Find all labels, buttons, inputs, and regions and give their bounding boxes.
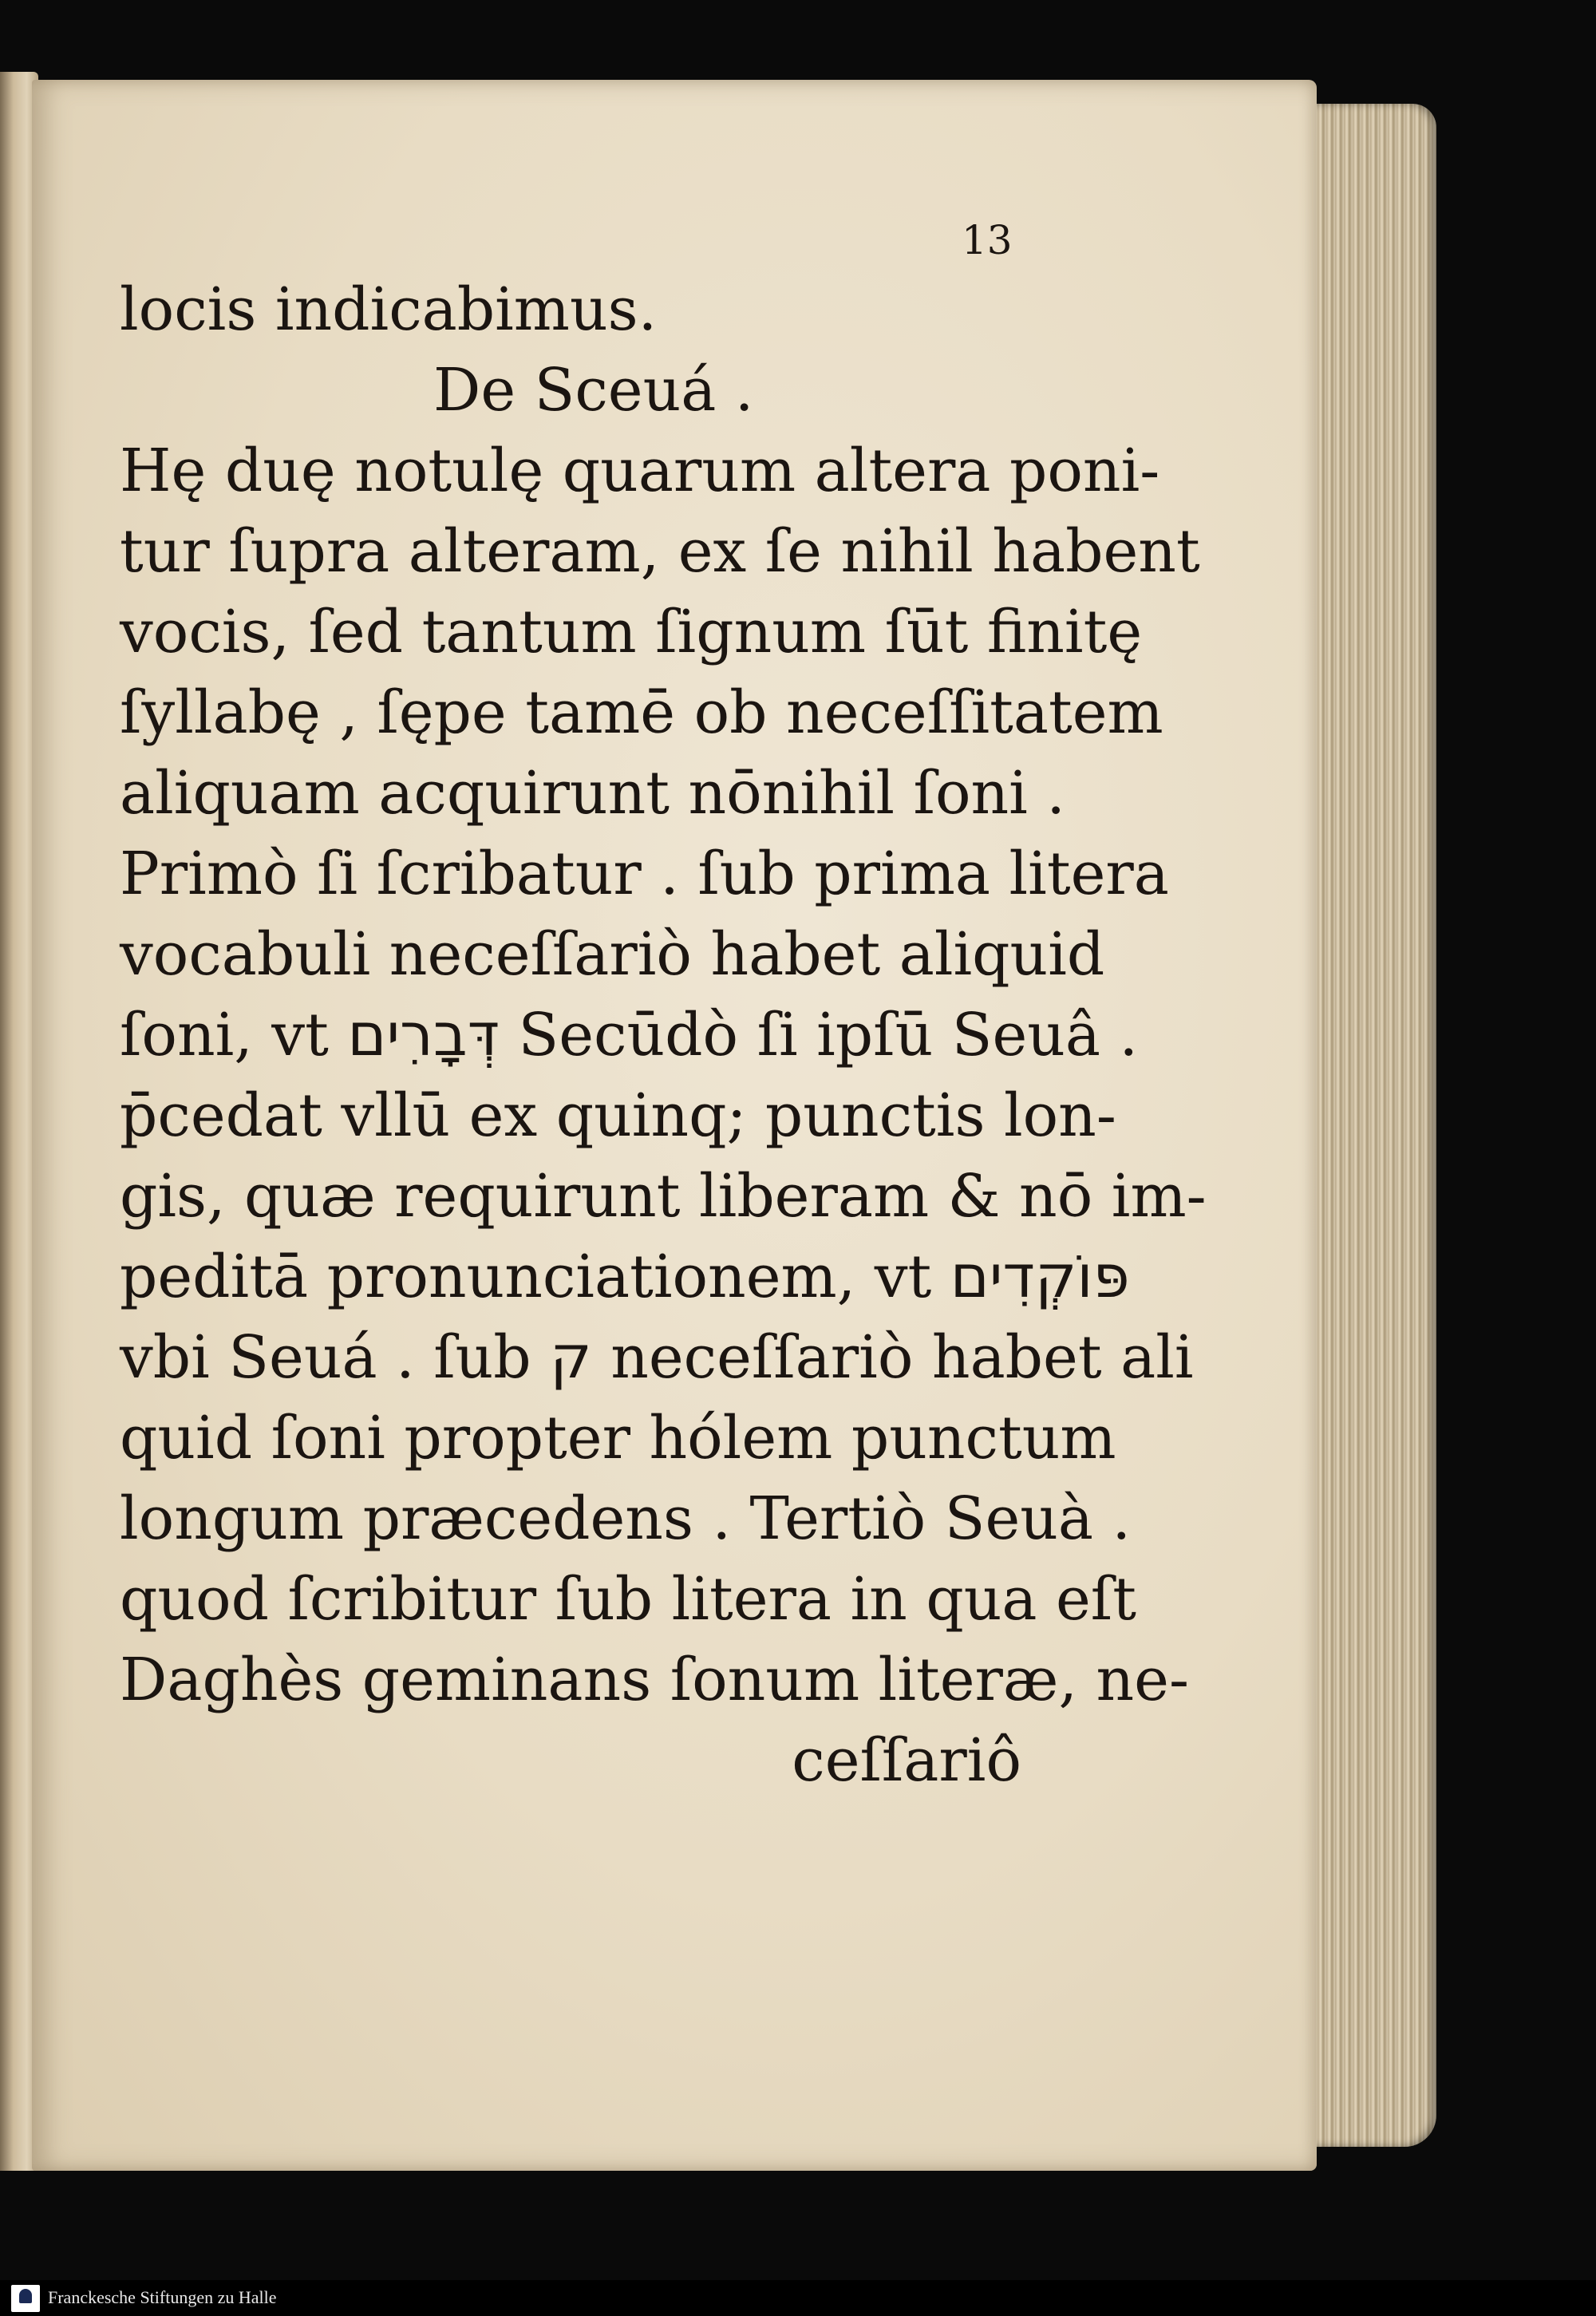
text-line-16: longum præcedens . Tertiò Seuà . xyxy=(120,1484,1132,1553)
text-line-1: locis indicabimus. xyxy=(120,275,658,344)
text-line-8: Primò ſi ſcribatur . ſub prima litera xyxy=(120,840,1169,908)
text-line-6: ſyllabę , ſępe tamē ob neceſſitatem xyxy=(120,678,1163,747)
page-number: 13 xyxy=(962,217,1013,263)
text-fragment: Secūdò ſi ipſū Seuâ . xyxy=(518,1001,1139,1069)
text-line-13 xyxy=(120,1237,1130,1318)
text-line-10 xyxy=(120,995,1139,1076)
text-line-17: quod ſcribitur ſub litera in qua eſt xyxy=(120,1565,1136,1634)
page-edges xyxy=(1309,104,1436,2147)
text-line-15: quid ſoni propter hólem punctum xyxy=(120,1404,1116,1472)
text-line-14 xyxy=(120,1318,1194,1398)
text-line-9: vocabuli neceſſariò habet aliquid xyxy=(120,920,1105,989)
text-line-18: Daghès geminans ſonum literæ, ne- xyxy=(120,1646,1189,1714)
footer-credit: Franckesche Stiftungen zu Halle xyxy=(48,2287,277,2307)
text-line-11: p̄cedat vllū ex quinq; punctis lon- xyxy=(120,1081,1116,1150)
text-line-4: tur ſupra alteram, ex ſe nihil habent xyxy=(120,517,1200,586)
hebrew-word-poqdim: פּוֹקְדִים xyxy=(950,1243,1130,1311)
text-line-12: gis, quæ requirunt liberam & nō im- xyxy=(120,1162,1207,1231)
body-text xyxy=(120,270,1207,1801)
text-fragment: peditā pronunciationem, vt xyxy=(120,1243,932,1311)
section-heading: De Sceuá . xyxy=(433,356,754,425)
text-line-5: vocis, ſed tantum ſignum ſūt finitę xyxy=(120,598,1143,666)
hebrew-letter-qof: ק xyxy=(550,1323,592,1392)
institution-logo-icon xyxy=(11,2285,40,2312)
text-fragment: neceſſariò habet ali xyxy=(610,1323,1194,1392)
hebrew-word-devarim: דְּבָרִים xyxy=(347,1001,500,1069)
text-fragment: vbi Seuá . ſub xyxy=(120,1323,531,1392)
text-fragment: ſoni, vt xyxy=(120,1001,329,1069)
text-line-3: Hę duę notulę quarum altera poni- xyxy=(120,437,1160,505)
text-line-7: aliquam acquirunt nōnihil ſoni . xyxy=(120,759,1065,828)
catchword: ceſſariô xyxy=(792,1726,1021,1795)
